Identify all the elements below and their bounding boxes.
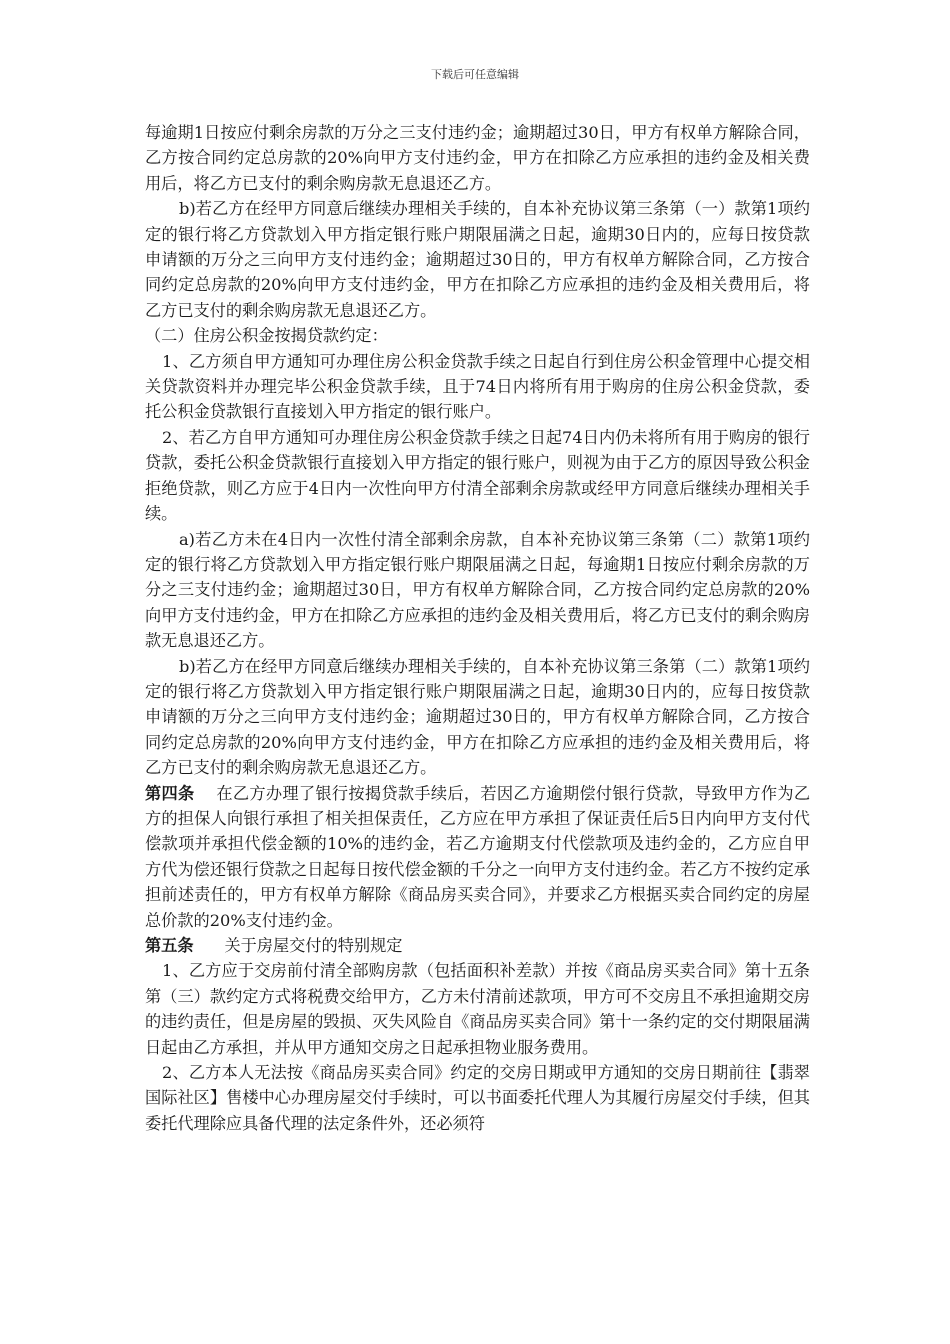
paragraph: a)若乙方未在4日内一次性付清全部剩余房款，自本补充协议第三条第（二）款第1项约定的银行将乙方贷款划入甲方指定银行账户期限届满之日起，每逾期1日按应付剩余房款的万分之三支付违约金；逾期超过30日，甲方有权单方解除合同，乙方按合同约定总房款的20%向甲方支付违约金，甲方在扣除乙方应承担的违约金及相关费用后，将乙方已支付的剩余购房款无息退还乙方。 [145,529,810,651]
paragraph: 2、若乙方自甲方通知可办理住房公积金贷款手续之日起74日内仍未将所有用于购房的银行贷款，委托公积金贷款银行直接划入甲方指定的银行账户，则视为由于乙方的原因导致公积金拒绝贷款，则乙方应于4日内一次性向甲方付清全部剩余房款或经甲方同意后继续办理相关手续。 [145,427,810,524]
paragraph: 1、乙方须自甲方通知可办理住房公积金贷款手续之日起自行到住房公积金管理中心提交相关贷款资料并办理完毕公积金贷款手续，且于74日内将所有用于购房的住房公积金贷款，委托公积金贷款银行直接划入甲方指定的银行账户。 [145,351,810,422]
paragraph: 1、乙方应于交房前付清全部购房款（包括面积补差款）并按《商品房买卖合同》第十五条第（三）款约定方式将税费交给甲方，乙方未付清前述款项，甲方可不交房且不承担逾期交房的违约责任，但是房屋的毁损、灭失风险自《商品房买卖合同》第十一条约定的交付期限届满日起由乙方承担，并从甲方通知交房之日起承担物业服务费用。 [145,961,810,1057]
article-label: 第五条 [145,936,194,955]
paragraph: 每逾期1日按应付剩余房款的万分之三支付违约金；逾期超过30日，甲方有权单方解除合同，乙方按合同约定总房款的20%向甲方支付违约金，甲方在扣除乙方应承担的违约金及相关费用后，将乙方已支付的剩余购房款无息退还乙方。 [145,123,810,193]
paragraph: b)若乙方在经甲方同意后继续办理相关手续的，自本补充协议第三条第（一）款第1项约定的银行将乙方贷款划入甲方指定银行账户期限届满之日起，逾期30日内的，应每日按贷款申请额的万分之三向甲方支付违约金；逾期超过30日的，甲方有权单方解除合同，乙方按合同约定总房款的20%向甲方支付违约金，甲方在扣除乙方应承担的违约金及相关费用后，将乙方已支付的剩余购房款无息退还乙方。 [145,199,810,320]
article-paragraph [145,933,810,958]
document-body [145,120,810,1136]
article-text: 在乙方办理了银行按揭贷款手续后，若因乙方逾期偿付银行贷款，导致甲方作为乙方的担保人向银行承担了相关担保责任，乙方应在甲方承担了保证责任后5日内向甲方支付代偿款项并承担代偿金额的10%的违约金，若乙方逾期支付代偿款项及违约金的，乙方应自甲方代为偿还银行贷款之日起每日按代偿金额的千分之一向甲方支付违约金。若乙方不按约定承担前述责任的，甲方有权单方解除《商品房买卖合同》，并要求乙方根据买卖合同约定的房屋总价款的20%支付违约金。 [145,783,811,930]
page-header: 下载后可任意编辑 [431,68,519,81]
paragraph: 2、乙方本人无法按《商品房买卖合同》约定的交房日期或甲方通知的交房日期前往【翡翠国际社区】售楼中心办理房屋交付手续时，可以书面委托代理人为其履行房屋交付手续，但其委托代理除应具备代理的法定条件外，还必须符 [145,1063,810,1133]
article-paragraph [145,781,810,933]
paragraph: （二）住房公积金按揭贷款约定： [145,326,388,346]
article-label: 第四条 [145,783,195,803]
article-text: 关于房屋交付的特别规定 [224,936,403,955]
paragraph: b)若乙方在经甲方同意后继续办理相关手续的，自本补充协议第三条第（二）款第1项约定的银行将乙方贷款划入甲方指定银行账户期限届满之日起，逾期30日内的，应每日按贷款申请额的万分之三向甲方支付违约金；逾期超过30日的，甲方有权单方解除合同，乙方按合同约定总房款的20%向甲方支付违约金，甲方在扣除乙方应承担的违约金及相关费用后，将乙方已支付的剩余购房款无息退还乙方。 [145,656,810,778]
